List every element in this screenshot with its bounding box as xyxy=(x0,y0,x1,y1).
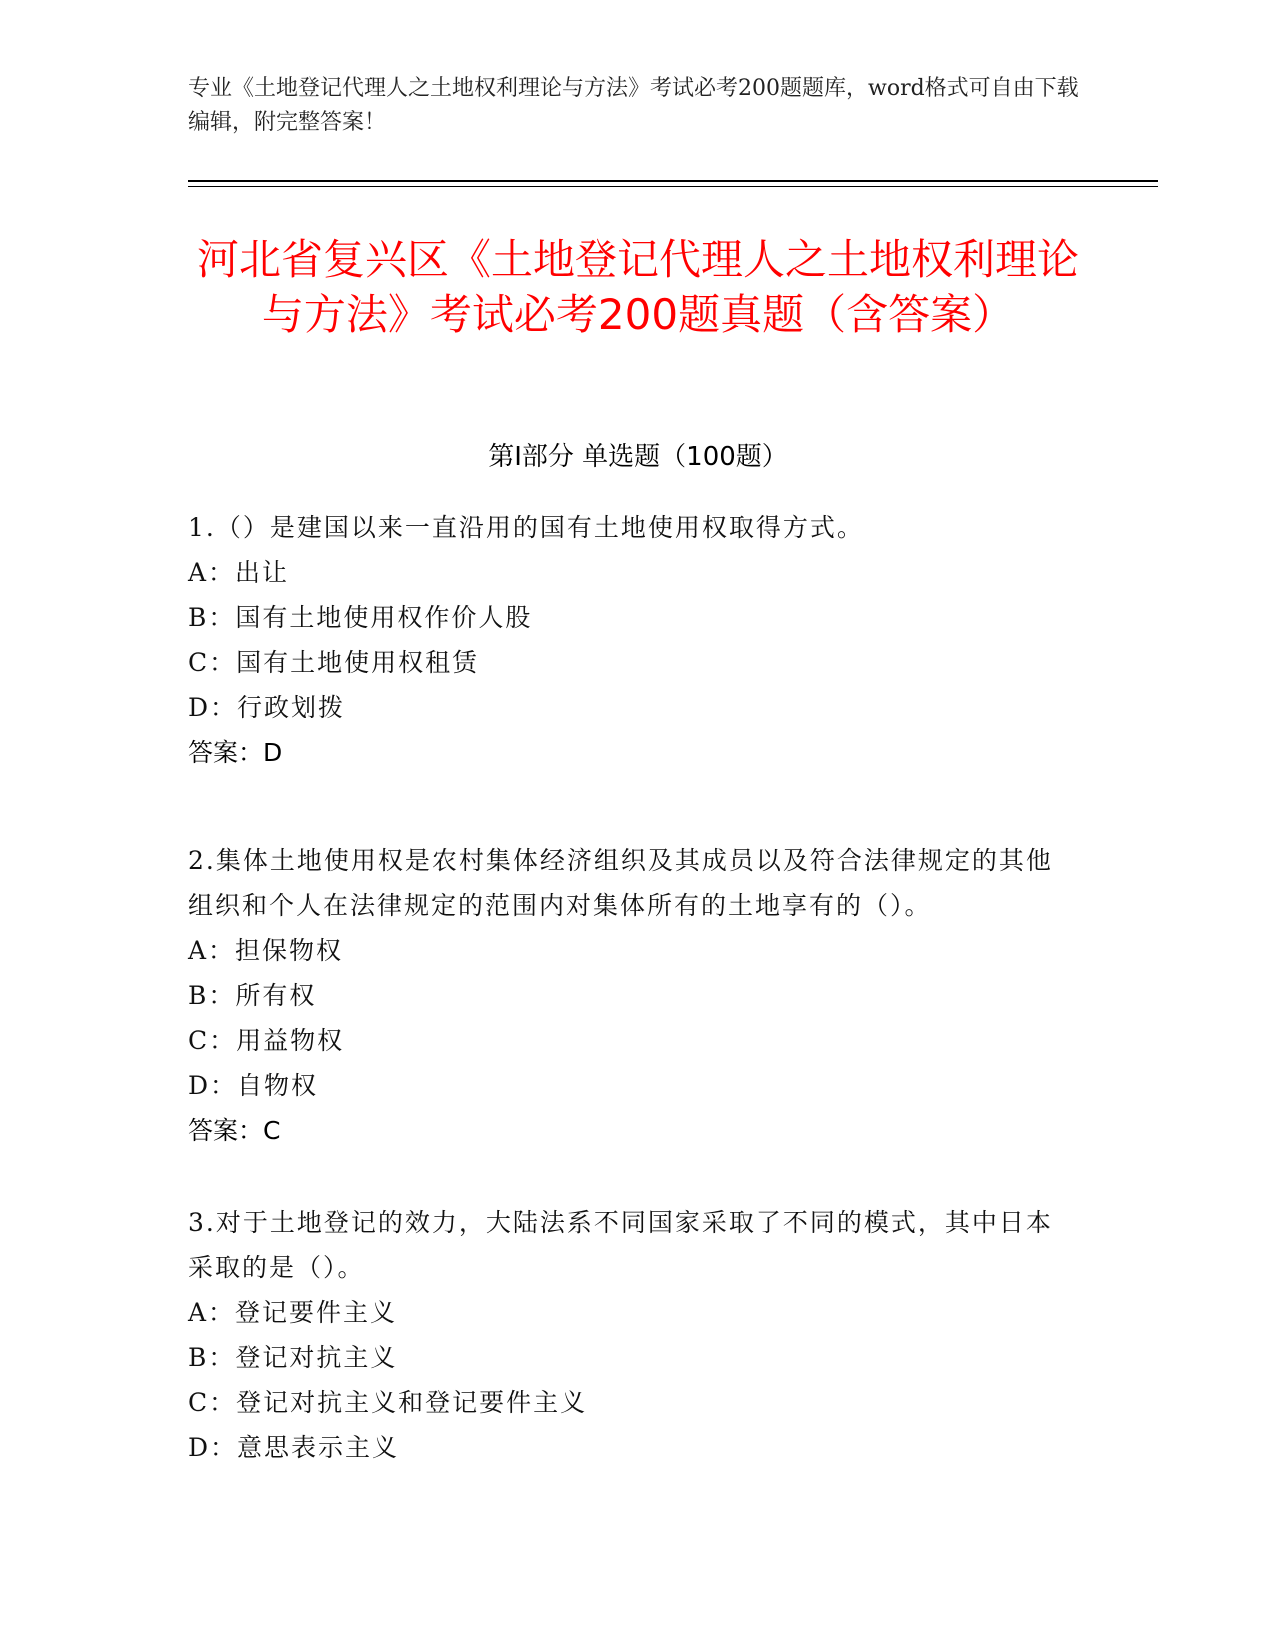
answer: 答案：D xyxy=(188,738,283,767)
option-c: C：国有土地使用权租赁 xyxy=(188,648,480,677)
section-title: 第I部分 单选题（100题） xyxy=(488,442,788,472)
answer: 答案：C xyxy=(188,1116,281,1145)
option-b: B：登记对抗主义 xyxy=(188,1343,398,1372)
option-c: C：用益物权 xyxy=(188,1026,345,1055)
option-d: D：行政划拨 xyxy=(188,693,346,722)
option-a: A：出让 xyxy=(188,558,290,587)
option-b: B：国有土地使用权作价人股 xyxy=(188,603,533,632)
option-a: A：担保物权 xyxy=(188,936,344,965)
question-stem: 2.集体土地使用权是农村集体经济组织及其成员以及符合法律规定的其他组织和个人在法律规定的范围内对集体所有的土地享有的（）。 xyxy=(188,846,1053,920)
question-stem: 3.对于土地登记的效力，大陆法系不同国家采取了不同的模式，其中日本采取的是（）。 xyxy=(188,1208,1053,1282)
option-c: C：登记对抗主义和登记要件主义 xyxy=(188,1388,588,1417)
question-2 xyxy=(188,838,1068,1153)
header-note: 专业《土地登记代理人之土地权利理论与方法》考试必考200题题库，word格式可自由下载编辑，附完整答案！ xyxy=(188,76,1079,135)
option-d: D：自物权 xyxy=(188,1071,319,1100)
document-title: 河北省复兴区《土地登记代理人之土地权利理论与方法》考试必考200题真题（含答案） xyxy=(196,235,1079,339)
option-b: B：所有权 xyxy=(188,981,317,1010)
header-divider-thin xyxy=(188,186,1158,187)
question-3 xyxy=(188,1200,1068,1470)
option-a: A：登记要件主义 xyxy=(188,1298,398,1327)
option-d: D：意思表示主义 xyxy=(188,1433,400,1462)
question-stem: 1.（）是建国以来一直沿用的国有土地使用权取得方式。 xyxy=(188,513,864,542)
question-1 xyxy=(188,505,1068,775)
header-divider-thick xyxy=(188,180,1158,182)
